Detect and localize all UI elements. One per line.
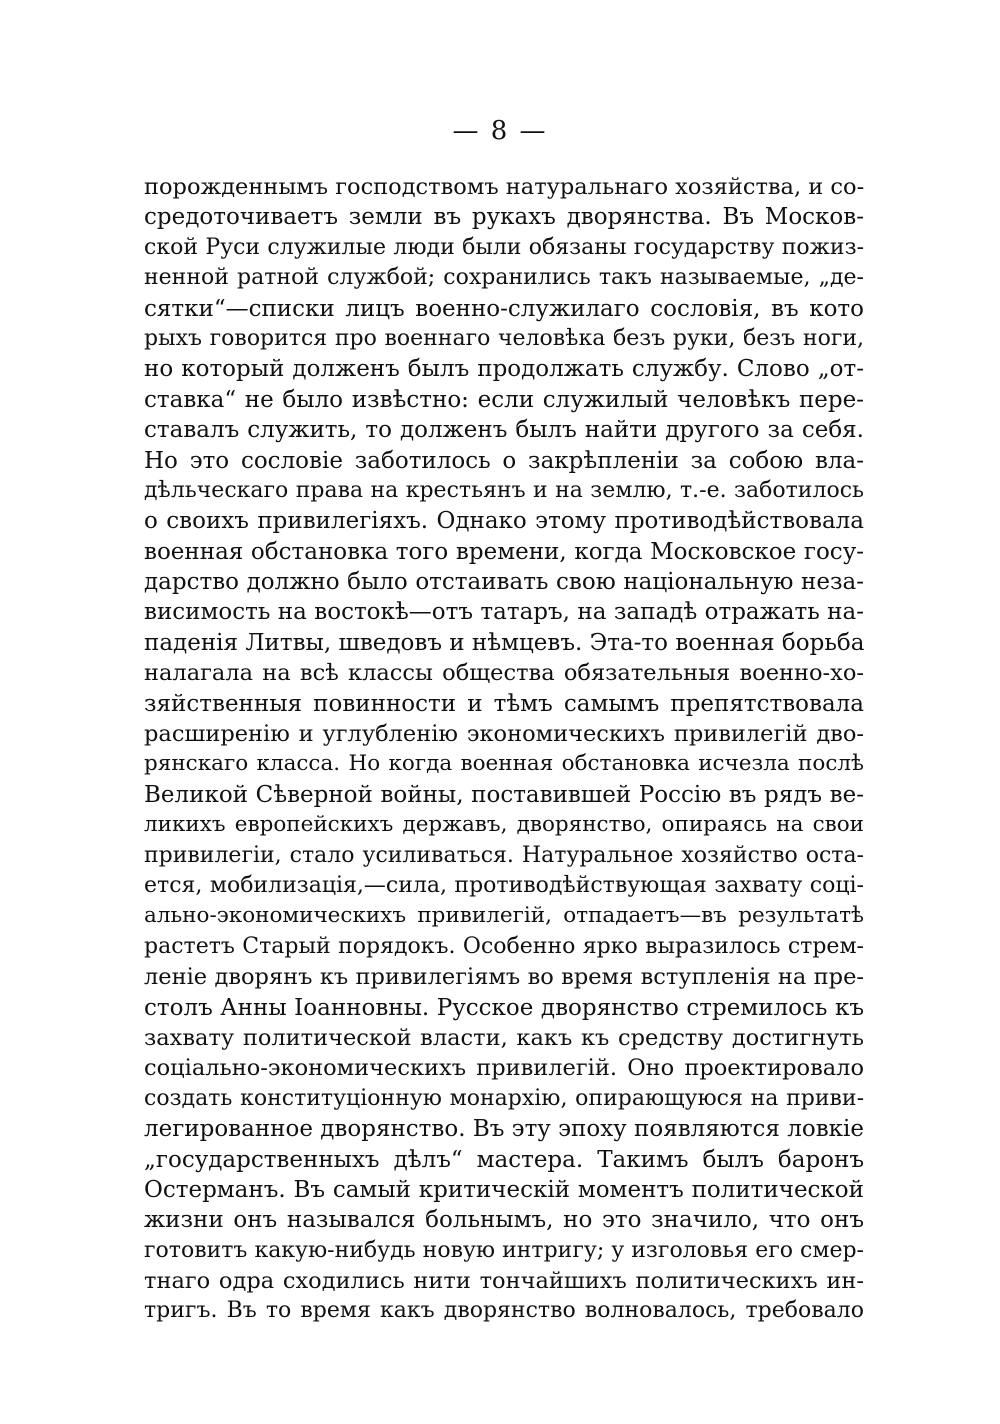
text-line: порожденнымъ господствомъ натуральнаго хозяйства, и со- [144, 174, 865, 200]
text-line: ликихъ европейскихъ державъ, дворянство, опираясь на свои [144, 812, 864, 838]
text-line: дарство должно было отстаивать свою національную неза- [144, 569, 864, 596]
text-line: привилегіи, стало усиливаться. Натуральное хозяйство оста- [144, 842, 864, 868]
text-line: „государственныхъ дѣлъ“ мастера. Такимъ былъ баронъ [144, 1146, 864, 1173]
text-line: ально-экономическихъ привилегій, отпадаетъ—въ результатѣ [144, 903, 864, 929]
text-line: ставка“ не было извѣстно: если служилый человѣкъ пере- [144, 386, 864, 413]
text-line: Великой Сѣверной войны, поставившей Россію въ рядъ ве- [144, 781, 864, 808]
text-line: паденія Литвы, шведовъ и нѣмцевъ. Эта-то военная борьба [144, 629, 865, 656]
text-line: сятки“—списки лицъ военно-служилаго сословія, въ кото [144, 295, 864, 322]
text-line: Остерманъ. Въ самый критическій моментъ политической [144, 1176, 864, 1203]
text-line: налагала на всѣ классы общества обязательныя военно-хо- [144, 660, 864, 687]
text-line: висимость на востокѣ—отъ татаръ, на западѣ отражать на- [144, 599, 864, 626]
text-line: легированное дворянство. Въ эту эпоху появляются ловкіе [144, 1116, 864, 1143]
text-line: готовитъ какую-нибудь новую интригу; у изголовья его смер- [144, 1237, 864, 1263]
text-line: ской Руси служилые люди были обязаны государству пожиз- [144, 234, 864, 260]
text-line: средоточиваетъ земли въ рукахъ дворянства. Въ Москов- [144, 204, 864, 231]
text-line: расширенію и углубленію экономическихъ привилегій дво- [144, 721, 864, 748]
text-line: Но это сословіе заботилось о закрѣпленіи за собою вла- [144, 447, 864, 474]
text-line: дѣльческаго права на крестьянъ и на землю, т.-е. заботилось [144, 477, 864, 503]
text-line: рянскаго класса. Но когда военная обстановка исчезла послѣ [144, 751, 864, 777]
text-line: захвату политической власти, какъ къ средству достигнуть [144, 1024, 864, 1051]
text-line: тнаго одра сходились нити тончайшихъ политическихъ ин- [144, 1268, 864, 1295]
page-number: — 8 — [452, 116, 548, 146]
text-line: зяйственныя повинности и тѣмъ самымъ препятствовала [144, 690, 864, 717]
text-line: леніе дворянъ къ привилегіямъ во время вступленія на пре- [144, 964, 864, 991]
text-line: растетъ Старый порядокъ. Особенно ярко выразилось стрем- [144, 933, 864, 959]
text-line: соціально-экономическихъ привилегій. Оно проектировало [144, 1055, 864, 1082]
text-line: но который долженъ былъ продолжать службу. Слово „от- [144, 356, 864, 383]
text-line: столъ Анны Іоанновны. Русское дворянство стремилось къ [144, 994, 864, 1021]
text-line: рыхъ говорится про военнаго человѣка безъ руки, безъ ноги, [144, 325, 864, 351]
text-line: о своихъ привилегіяхъ. Однако этому противодѣйствовала [144, 508, 864, 535]
text-line: создать конституціонную монархію, опирающуюся на приви- [144, 1085, 864, 1111]
text-line: жизни онъ назывался больнымъ, но это значило, что онъ [144, 1207, 864, 1234]
text-line: ставалъ служить, то долженъ былъ найти другого за себя. [144, 417, 864, 444]
text-line: ненной ратной службой; сохранились такъ называемые, „де- [144, 265, 864, 291]
text-line: военная обстановка того времени, когда Московское госу- [144, 538, 864, 565]
text-line: тригъ. Въ то время какъ дворянство волновалось, требовало [144, 1298, 864, 1324]
text-line: ется, мобилизація,—сила, противодѣйствующая захвату соці- [144, 872, 864, 898]
body-text [144, 172, 864, 1327]
